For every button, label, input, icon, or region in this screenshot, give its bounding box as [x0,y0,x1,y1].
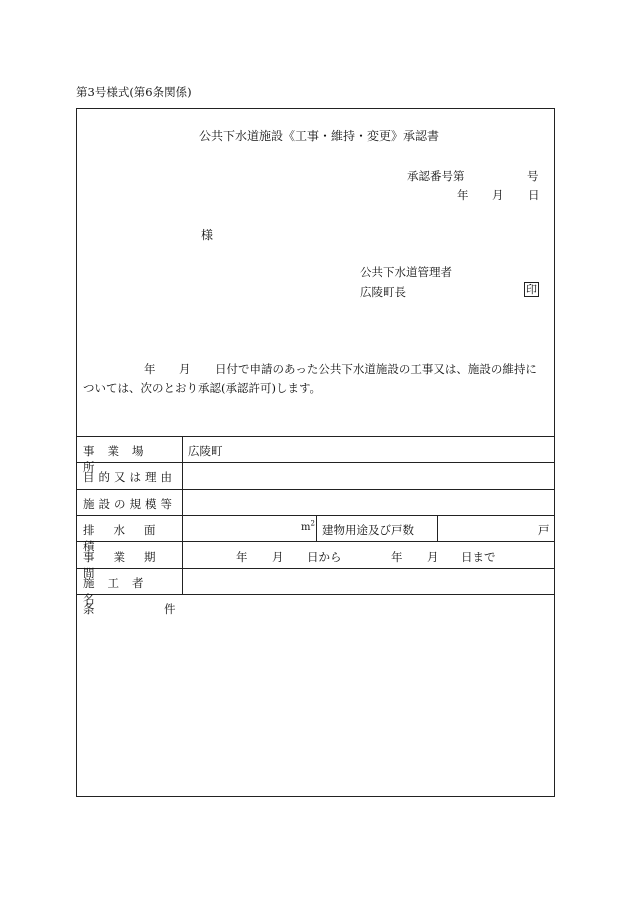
table-top-border [77,436,554,437]
area-unit [301,519,315,533]
document-title: 公共下水道施設《工事・維持・変更》承認書 [199,129,440,143]
period-start-day: 日から [307,550,342,564]
body-year: 年 [144,362,156,376]
conditions-label-1: 条 [83,602,95,616]
drainage-area-label-text: 排水面積 [83,523,175,553]
area-unit-text: m [301,522,311,533]
purpose-label-text: 目的又は理由 [83,470,176,484]
period-start-month: 月 [272,550,284,564]
row-divider [77,489,554,490]
purpose-label [83,469,177,485]
location-label-text: 事業場所 [83,444,157,474]
issuer-title: 公共下水道管理者 [360,265,452,279]
seal-mark [524,282,539,297]
household-unit: 戸 [538,523,550,537]
building-use-label: 建物用途及び戸数 [322,523,414,537]
area-column-divider [316,515,317,541]
use-column-divider [437,515,438,541]
period-label-text: 事業期間 [83,550,175,580]
contractor-label [83,575,177,607]
location-value: 広陵町 [188,444,223,458]
period-start-year: 年 [236,550,248,564]
scale-label [83,496,177,512]
area-unit-superscript: 2 [310,519,315,528]
period-end-year: 年 [391,550,403,564]
issue-date-day: 日 [528,188,540,202]
seal-icon: 印 [526,283,537,296]
period-end-day: 日まで [461,550,496,564]
approval-number-suffix: 号 [527,169,539,183]
contractor-label-text: 施工者名 [83,576,157,606]
label-column-divider [182,436,183,594]
body-text-line2: ついては、次のとおり承認(承認許可)します。 [83,381,322,395]
addressee-honorific: 様 [201,228,214,242]
issue-date-year: 年 [457,188,469,202]
issue-date-month: 月 [492,188,504,202]
body-text-line1: 日付で申請のあった公共下水道施設の工事又は、施設の維持に [215,362,537,376]
conditions-label-2: 件 [164,602,176,616]
issuer-name: 広陵町長 [360,285,406,299]
approval-number-label: 承認番号第 [407,169,465,183]
form-number: 第3号様式(第6条関係) [76,85,192,99]
approval-form [76,108,555,797]
scale-label-text: 施設の規模等 [83,497,176,511]
body-month: 月 [179,362,191,376]
period-end-month: 月 [427,550,439,564]
